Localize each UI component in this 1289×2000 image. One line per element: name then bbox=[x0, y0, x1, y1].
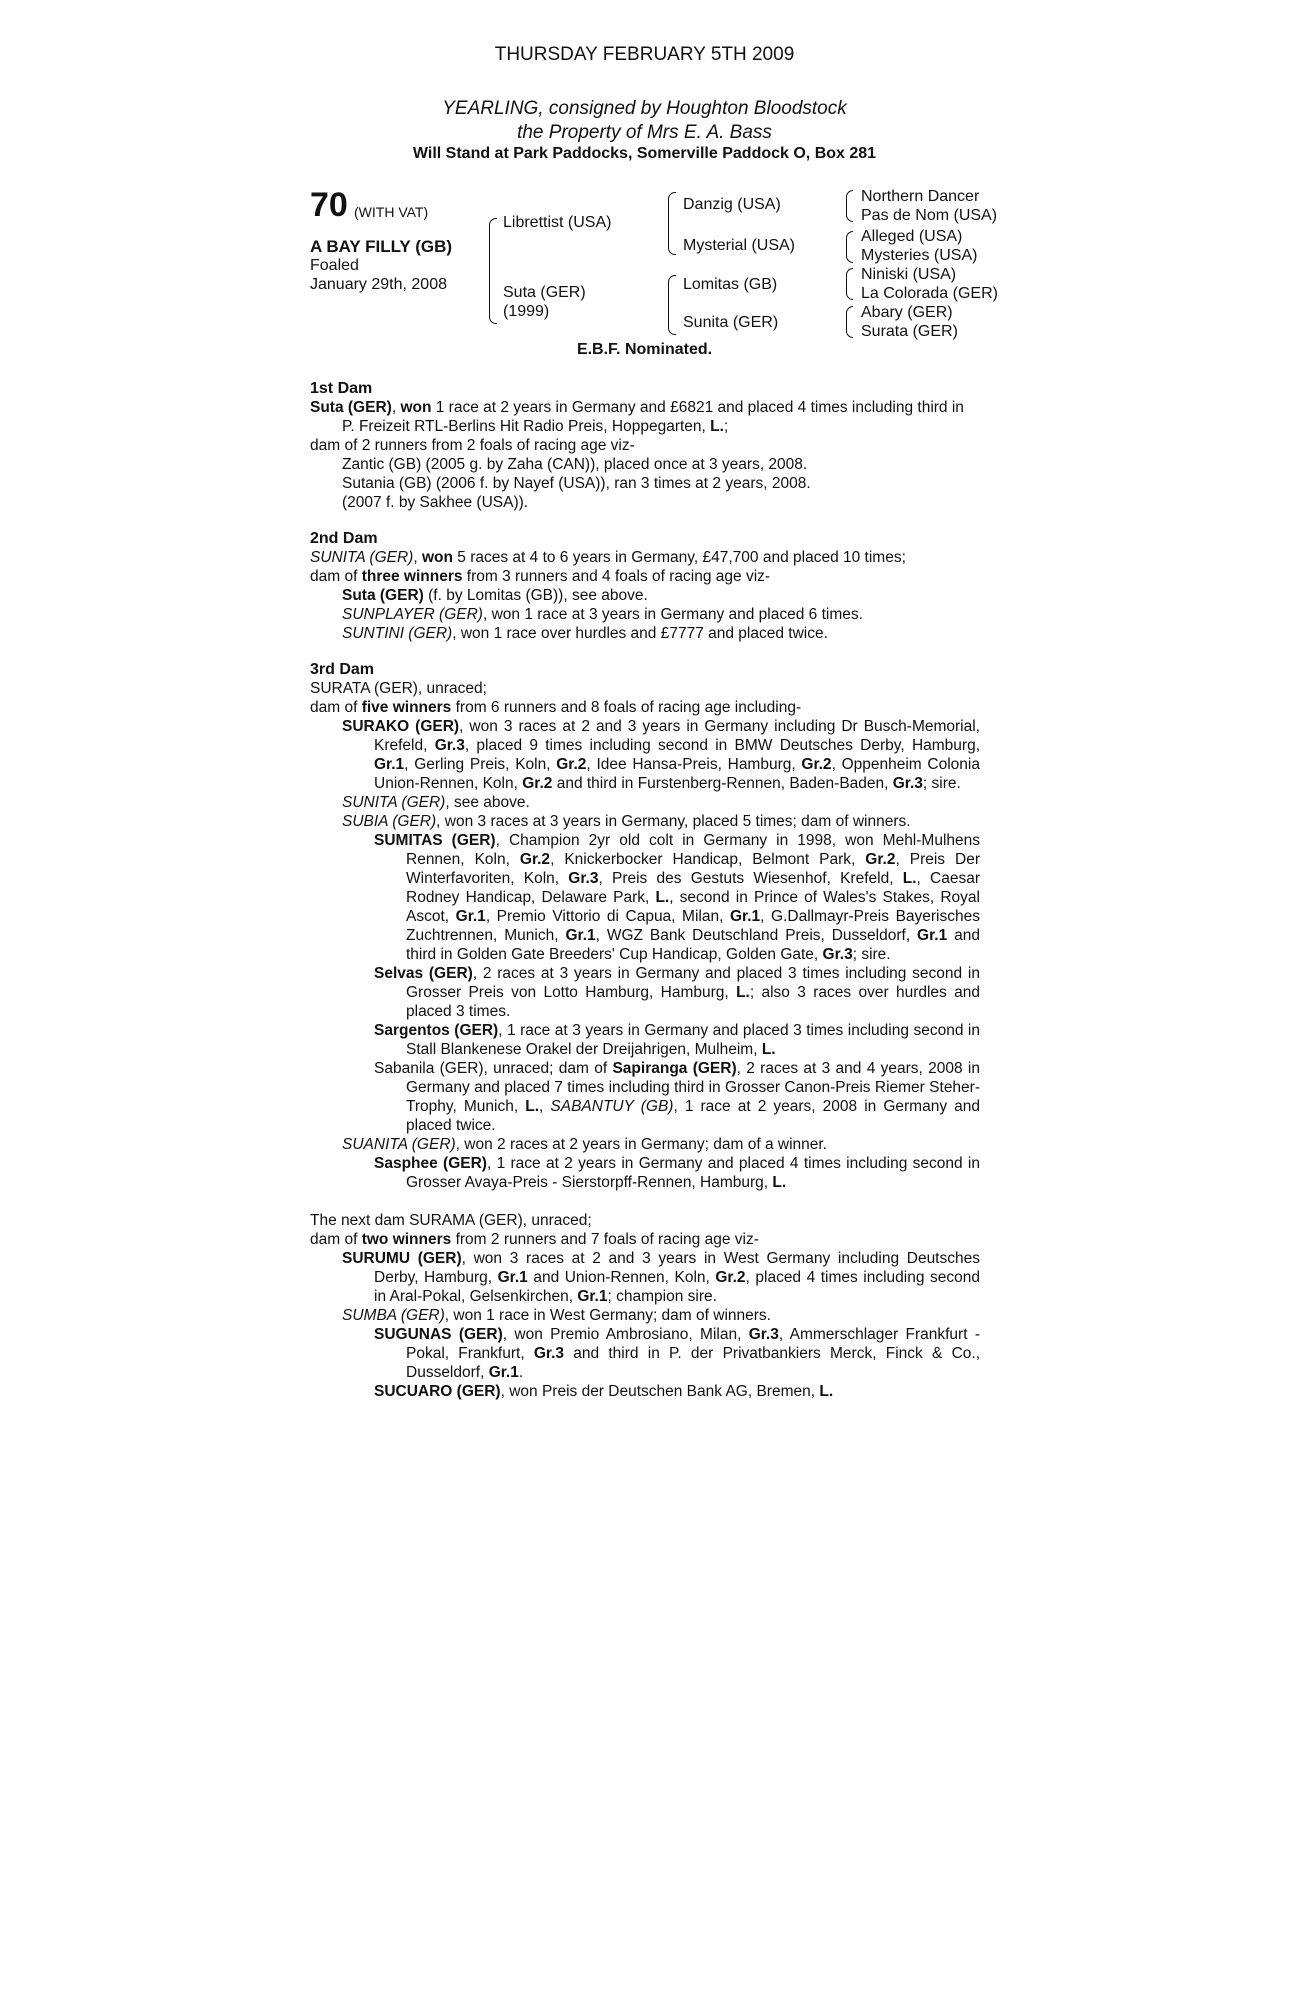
pedigree-brace bbox=[846, 306, 853, 338]
dam-produce-summary: dam of 2 runners from 2 foals of racing age viz- bbox=[310, 437, 635, 454]
pedigree-granddam: Mysterial (USA) bbox=[683, 237, 796, 254]
produce-entry: Sabanila (GER), unraced; dam of Sapiranga (GER), 2 races at 3 and 4 years, 2008 in Germany and placed 7 times including third in Grosser Canon-Preis Riemer Steher-Trophy, Munich, L., SABANTUY (GB), 1 race at 2 years, 2008 in Germany and placed twice. bbox=[374, 1060, 980, 1134]
produce-entry: SURUMU (GER), won 3 races at 2 and 3 years in West Germany including Deutsches Derby, Hamburg, Gr.1 and Union-Rennen, Koln, Gr.2, placed 4 times including second in Aral-Pokal, Gelsenkirchen, Gr.1; champion sire. bbox=[342, 1250, 980, 1305]
section-heading: 3rd Dam bbox=[310, 661, 375, 678]
ebf-nominated: E.B.F. Nominated. bbox=[576, 341, 713, 358]
section-heading: 2nd Dam bbox=[310, 530, 378, 547]
pedigree-ancestor: Northern Dancer bbox=[861, 188, 980, 205]
pedigree-ancestor: Alleged (USA) bbox=[861, 228, 963, 245]
produce-entry: Zantic (GB) (2005 g. by Zaha (CAN)), placed once at 3 years, 2008. bbox=[342, 456, 808, 473]
produce-entry: SUNPLAYER (GER), won 1 race at 3 years in Germany and placed 6 times. bbox=[342, 606, 863, 623]
pedigree-dam-year: (1999) bbox=[503, 303, 550, 320]
pedigree-brace bbox=[846, 231, 853, 263]
produce-entry: SUNTINI (GER), won 1 race over hurdles and £7777 and placed twice. bbox=[342, 625, 828, 642]
dam-entry: SUNITA (GER), won 5 races at 4 to 6 years in Germany, £47,700 and placed 10 times; bbox=[310, 549, 906, 566]
produce-entry: SUMBA (GER), won 1 race in West Germany; dam of winners. bbox=[342, 1307, 771, 1324]
pedigree-ancestor: Surata (GER) bbox=[861, 323, 958, 340]
pedigree-brace bbox=[846, 190, 853, 222]
pedigree-brace bbox=[668, 192, 676, 255]
consignor-line: YEARLING, consigned by Houghton Bloodstock bbox=[442, 98, 847, 119]
foaled-date: January 29th, 2008 bbox=[310, 276, 447, 293]
dam-produce-summary: dam of three winners from 3 runners and 4 foals of racing age viz- bbox=[310, 568, 771, 585]
produce-entry: SUANITA (GER), won 2 races at 2 years in Germany; dam of a winner. bbox=[342, 1136, 827, 1153]
produce-entry: Suta (GER) (f. by Lomitas (GB)), see above. bbox=[342, 587, 648, 604]
pedigree-brace bbox=[846, 268, 853, 300]
dam-entry: Suta (GER), won 1 race at 2 years in Germany and £6821 and placed 4 times including third in P. Freizeit RTL-Berlins Hit Radio Preis, Hoppegarten, L.; bbox=[310, 399, 964, 435]
dam-produce-summary: dam of two winners from 2 runners and 7 foals of racing age viz- bbox=[310, 1231, 759, 1248]
dam-produce-summary: dam of five winners from 6 runners and 8 foals of racing age including- bbox=[310, 699, 802, 716]
pedigree-ancestor: Pas de Nom (USA) bbox=[861, 207, 998, 224]
pedigree-grandsire: Lomitas (GB) bbox=[683, 276, 778, 293]
property-line: the Property of Mrs E. A. Bass bbox=[517, 122, 772, 143]
dam-entry: SURATA (GER), unraced; bbox=[310, 680, 487, 697]
sale-date: THURSDAY FEBRUARY 5TH 2009 bbox=[494, 44, 795, 65]
pedigree-brace bbox=[668, 275, 676, 335]
pedigree-dam: Suta (GER) bbox=[503, 284, 586, 301]
produce-entry: SUNITA (GER), see above. bbox=[342, 794, 530, 811]
pedigree-ancestor: Niniski (USA) bbox=[861, 266, 957, 283]
section-heading: 1st Dam bbox=[310, 380, 373, 397]
dam-family-notes bbox=[310, 379, 980, 1401]
stand-location: Will Stand at Park Paddocks, Somerville Paddock O, Box 281 bbox=[412, 145, 877, 162]
produce-entry: Sutania (GB) (2006 f. by Nayef (USA)), ran 3 times at 2 years, 2008. bbox=[342, 475, 811, 492]
pedigree-ancestor: Mysteries (USA) bbox=[861, 247, 978, 264]
lot-name: A BAY FILLY (GB) bbox=[310, 237, 453, 256]
dam-entry: The next dam SURAMA (GER), unraced; bbox=[310, 1212, 592, 1229]
pedigree-grandsire: Danzig (USA) bbox=[683, 196, 781, 213]
produce-entry: SURAKO (GER), won 3 races at 2 and 3 years in Germany including Dr Busch-Memorial, Krefeld, Gr.3, placed 9 times including second in BMW Deutsches Derby, Hamburg, Gr.1, Gerling Preis, Koln, Gr.2, Idee Hansa-Preis, Hamburg, Gr.2, Oppenheim Colonia Union-Rennen, Koln, Gr.2 and third in Furstenberg-Rennen, Baden-Baden, Gr.3; sire. bbox=[342, 718, 980, 792]
produce-entry: Selvas (GER), 2 races at 3 years in Germany and placed 3 times including second in Grosser Preis von Lotto Hamburg, Hamburg, L.; also 3 races over hurdles and placed 3 times. bbox=[374, 965, 980, 1020]
pedigree-ancestor: Abary (GER) bbox=[861, 304, 953, 321]
produce-entry: Sargentos (GER), 1 race at 3 years in Germany and placed 3 times including second in Stall Blankenese Orakel der Dreijahrigen, Mulheim, L. bbox=[374, 1022, 980, 1058]
produce-entry: SUGUNAS (GER), won Premio Ambrosiano, Milan, Gr.3, Ammerschlager Frankfurt - Pokal, Frankfurt, Gr.3 and third in P. der Privatbankiers Merck, Finck & Co., Dusseldorf, Gr.1. bbox=[374, 1326, 980, 1381]
pedigree-ancestor: La Colorada (GER) bbox=[861, 285, 998, 302]
pedigree-brace bbox=[489, 218, 497, 324]
produce-entry: Sasphee (GER), 1 race at 2 years in Germany and placed 4 times including second in Grosser Avaya-Preis - Sierstorpff-Rennen, Hamburg, L. bbox=[374, 1155, 980, 1191]
foaled-label: Foaled bbox=[310, 257, 359, 274]
pedigree-sire: Librettist (USA) bbox=[503, 214, 612, 231]
lot-number: 70 bbox=[310, 186, 348, 224]
vat-note: (WITH VAT) bbox=[354, 204, 429, 220]
produce-entry: SUCUARO (GER), won Preis der Deutschen Bank AG, Bremen, L. bbox=[374, 1383, 834, 1400]
produce-entry: (2007 f. by Sakhee (USA)). bbox=[342, 494, 529, 511]
pedigree-granddam: Sunita (GER) bbox=[683, 314, 779, 331]
produce-entry: SUMITAS (GER), Champion 2yr old colt in Germany in 1998, won Mehl-Mulhens Rennen, Koln, Gr.2, Knickerbocker Handicap, Belmont Park, Gr.2, Preis Der Winterfavoriten, Koln, Gr.3, Preis des Gestuts Wiesenhof, Krefeld, L., Caesar Rodney Handicap, Delaware Park, L., second in Prince of Wales's Stakes, Royal Ascot, Gr.1, Premio Vittorio di Capua, Milan, Gr.1, G.Dallmayr-Preis Bayerisches Zuchtrennen, Munich, Gr.1, WGZ Bank Deutschland Preis, Dusseldorf, Gr.1 and third in Golden Gate Breeders' Cup Handicap, Golden Gate, Gr.3; sire. bbox=[374, 832, 981, 963]
produce-entry: SUBIA (GER), won 3 races at 3 years in Germany, placed 5 times; dam of winners. bbox=[342, 813, 911, 830]
